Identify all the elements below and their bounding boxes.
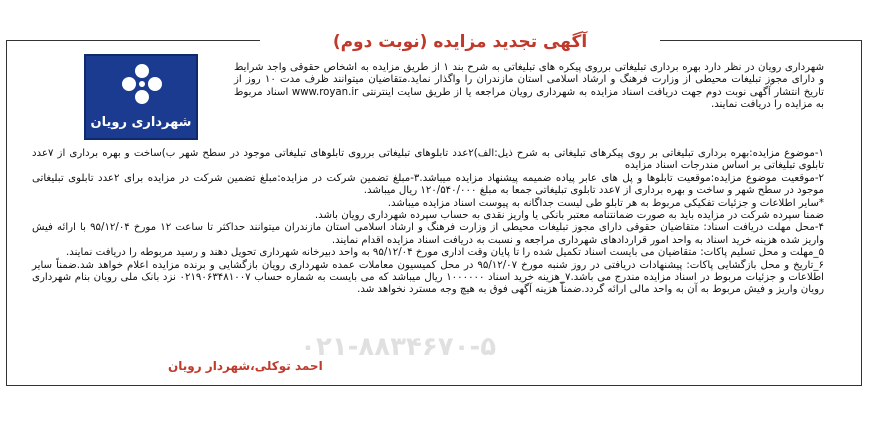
item-subject: ۱-موضوع مزایده:بهره برداری تبلیغاتی بر روی پیکرهای تبلیغاتی به شرح ذیل:الف)۲عدد تابلوهای تبلیغاتی برروی تابلوهای تبلیغاتی موجود در سطح شهر ب)ساخت و بهره برداری از ۷عدد تابلوی تبلیغاتی بر اساس مندرجات اسناد مزایده [32,148,824,172]
notice-title: آگهی تجدید مزایده (نوبت دوم) [260,32,660,52]
logo-label: شهرداری رویان [90,115,192,130]
notice-items [32,148,824,297]
municipality-logo [84,54,198,140]
phone-watermark: ۰۲۱-۸۸۳۴۶۷۰-۵ [300,332,497,362]
flower-emblem-icon [120,62,164,106]
intro-paragraph: شهرداری رویان در نظر دارد بهره برداری تبلیغاتی برروی پیکره های تبلیغاتی به شرح بند ۱ از طریق مزایده به اشخاص حقوقی واجد شرایط و دارای مجوز تبلیغات محیطی از وزارت فرهنگ و ارشاد اسلامی استان مازندران را واگذار نماید.متقاضیان میتوانند ظرف مدت ۱۰ روز از تاریخ انتشار آگهی نوبت دوم جهت دریافت اسناد مزایده به شهرداری رویان مراجعه یا از طریق سایت اینترنتی www.royan.ir اسناد مربوط به مزایده را دریافت نمایند. [234,62,825,111]
item-submission: ۵_مهلت و محل تسلیم پاکات: متقاضیان می بایست اسناد تکمیل شده را تا پایان وقت اداری مورخ ۹۵/۱۲/۰۴ به واحد دبیرخانه شهرداری تحویل دهند و رسید مربوطه را دریافت نمایند. [66,247,824,259]
signature: احمد توکلی،شهردار رویان [168,359,323,373]
notice-intro [234,62,824,112]
item-document-deadline: ۴-محل مهلت دریافت اسناد: متقاضیان حقوقی دارای مجوز تبلیغات محیطی از وزارت فرهنگ و ارشاد اسلامی استان مازندران میتوانند حداکثر تا ساعت ۱۲ مورخ ۹۵/۱۲/۰۴ با ارائه فیش واریز شده هزینه خرید اسناد به واحد امور قراردادهای شهرداری مراجعه و نسبت به دریافت اسناد مزایده اقدام نمایند. [32,222,824,246]
item-opening: ۶_تاریخ و محل بازگشایی پاکات: پیشنهادات دریافتی در روز شنبه مورخ ۹۵/۱۲/۰۷ در محل کمیسیون معاملات عمده شهرداری رویان بازگشایی و برنده مزایده اعلام خواهد شد.ضمناً سایر اطلاعات و جزئیات مربوط در اسناد مزایده مندرج می باشد.۷_هزینه خرید اسناد ۱۰۰۰۰۰۰ ریال میباشد که می بایست به شماره حساب ۰۲۱۹۰۶۳۴۸۱۰۰۷ نزد بانک ملی رویان بنام شهرداری رویان واریز و فیش مربوط به آن به واحد مالی ارائه گردد.ضمناً هزینه آگهی فوق به هیچ وجه مسترد نخواهد شد. [32,259,825,296]
item-other-info: *سایر اطلاعات و جزئیات تفکیکی مربوط به هر تابلو طی لیست جداگانه به پیوست اسناد مزایده میباشد. [387,197,824,209]
item-location-guarantee: ۲-موقعیت موضوع مزایده:موقعیت تابلوها و پل های عابر پیاده ضمیمه پیشنهاد مزایده میباشد.۳-مبلغ تضمین شرکت در مزایده:مبلغ تضمین شرکت در مزایده برای ۲عدد تابلوی تبلیغاتی موجود در سطح شهر و ساخت و بهره برداری از ۷عدد تابلوی تبلیغاتی جمعا به مبلغ ۱۲۰/۵۴۰/۰۰۰ ریال میباشد. [32,172,824,197]
item-deposit: ضمنا سپرده شرکت در مزایده باید به صورت ضمانتنامه معتبر بانکی یا واریز نقدی به حساب سپرده شهرداری رویان باشد. [314,210,824,222]
